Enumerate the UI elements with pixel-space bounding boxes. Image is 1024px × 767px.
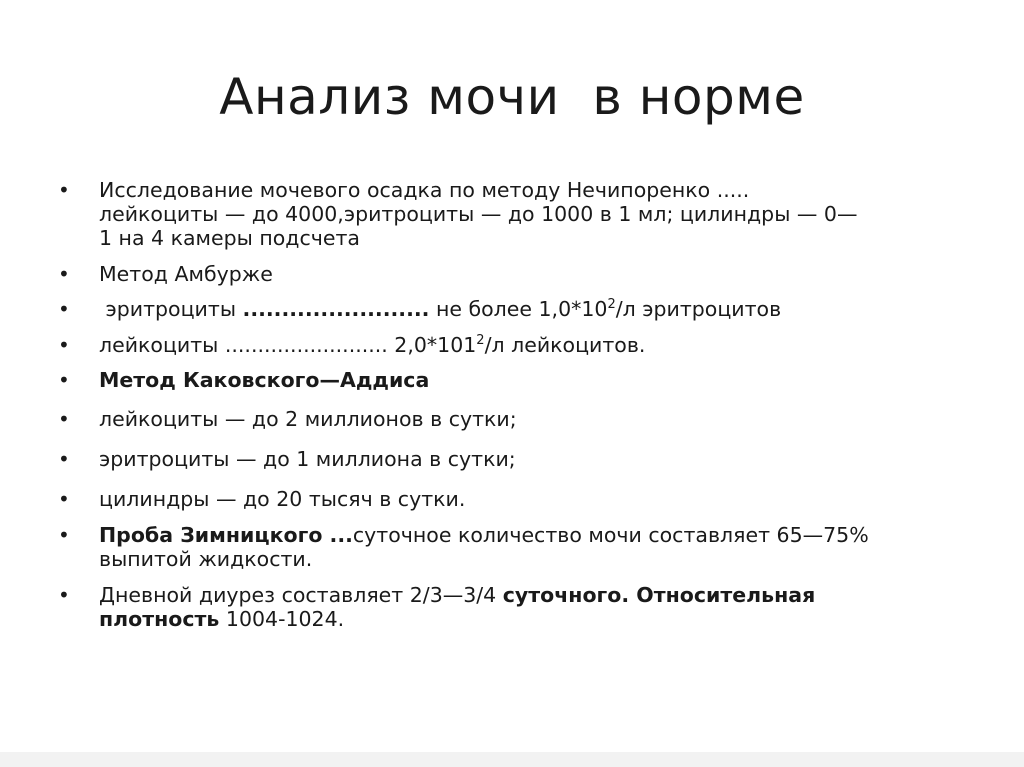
bullet-icon: • [58, 297, 70, 321]
list-item-diuresis [58, 583, 978, 631]
bullet-icon: • [58, 583, 70, 607]
list-item-leukocytes [58, 333, 978, 357]
item-text-part: 1004-1024. [219, 607, 345, 631]
item-text-part: эритроциты [99, 297, 243, 321]
list-item-erythrocytes [58, 297, 978, 321]
superscript: 2 [607, 297, 616, 313]
item-text-part: Дневной диурез составляет 2/3—3/4 [99, 583, 503, 607]
bullet-icon: • [58, 368, 70, 392]
item-text [99, 178, 857, 250]
item-text-part: лейкоциты ......................... 2,0*101 [99, 333, 477, 357]
item-line: 1 на 4 камеры подсчета [99, 226, 360, 250]
slide-title: Анализ мочи в норме [219, 68, 805, 126]
bottom-strip [0, 752, 1024, 767]
superscript: 2 [476, 333, 485, 349]
item-text-part: /л эритроцитов [615, 297, 782, 321]
list-item-nechiporenko [58, 178, 978, 250]
bullet-icon: • [58, 407, 70, 431]
bullet-icon: • [58, 447, 70, 471]
item-text-part: суточное количество мочи составляет 65—75% [352, 523, 869, 547]
item-text [99, 523, 869, 571]
item-text [99, 297, 781, 321]
list-item-amburge [58, 262, 978, 286]
list-item-erythrocytes-day [58, 447, 978, 471]
bullet-icon: • [58, 333, 70, 357]
item-line: выпитой жидкости. [99, 547, 313, 571]
item-text: цилиндры — до 20 тысяч в сутки. [99, 487, 466, 511]
item-line: Исследование мочевого осадка по методу Нечипоренко ..... [99, 178, 750, 202]
item-text: эритроциты — до 1 миллиона в сутки; [99, 447, 516, 471]
bullet-icon: • [58, 523, 70, 547]
item-text-bold: суточного. Относительная [502, 583, 816, 607]
bullet-icon: • [58, 487, 70, 511]
item-text: лейкоциты — до 2 миллионов в сутки; [99, 407, 517, 431]
item-text-part: не более 1,0*10 [429, 297, 608, 321]
item-text-bold: ........................ [242, 297, 430, 321]
item-text [99, 333, 645, 357]
item-text-bold: плотность [99, 607, 220, 631]
item-text: Метод Амбурже [99, 262, 273, 286]
item-line: лейкоциты — до 4000,эритроциты — до 1000 в 1 мл; цилиндры — 0— [99, 202, 858, 226]
bullet-icon: • [58, 178, 70, 202]
bullet-list [58, 178, 978, 631]
list-item-kakovsky [58, 368, 978, 392]
item-text-part: /л лейкоцитов. [484, 333, 646, 357]
list-item-leukocytes-day [58, 407, 978, 431]
item-text-bold: Проба Зимницкого ... [99, 523, 353, 547]
bullet-icon: • [58, 262, 70, 286]
item-text [99, 583, 815, 631]
list-item-zimnitsky [58, 523, 978, 571]
item-text-bold: Метод Каковского—Аддиса [99, 368, 430, 392]
list-item-cylinders-day [58, 487, 978, 511]
